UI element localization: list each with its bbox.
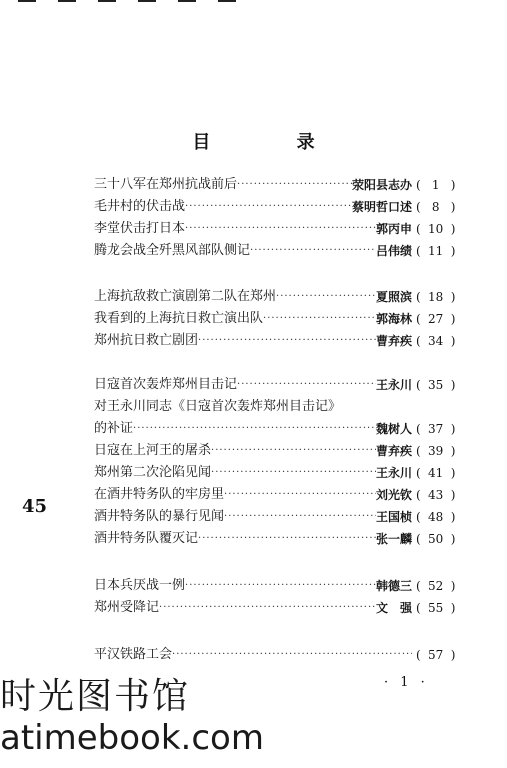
toc-entry <box>94 218 470 240</box>
entry-author: 魏树人 <box>375 422 412 436</box>
entry-title: 上海抗敌救亡演剧第二队在郑州 <box>94 289 277 304</box>
toc-entry <box>94 575 470 597</box>
entry-title: 酒井特务队覆灭记 <box>94 531 199 546</box>
entry-page-number: 35 <box>428 378 444 392</box>
entry-title: 郑州受降记 <box>94 600 160 615</box>
entry-author: 张一麟 <box>375 532 412 546</box>
dot-leader <box>263 308 376 330</box>
dot-leader <box>198 528 376 550</box>
toc-entry <box>94 330 470 352</box>
toc-entry <box>94 308 470 330</box>
dot-leader <box>198 330 376 352</box>
entry-author: 文 强 <box>375 601 412 615</box>
toc-entry <box>94 462 470 484</box>
dot-leader <box>237 174 352 196</box>
entry-page: ( 50 ) <box>412 528 470 550</box>
side-page-number: 45 <box>22 496 48 517</box>
entry-page-number: 18 <box>428 290 444 304</box>
entry-author: 王永川 <box>375 466 412 480</box>
dot-leader <box>185 575 376 597</box>
entry-author: 吕伟绩 <box>375 244 412 258</box>
entry-page-number: 37 <box>428 422 444 436</box>
dot-leader <box>211 462 376 484</box>
entry-title: 对王永川同志《日寇首次轰炸郑州目击记》 <box>94 399 342 414</box>
dot-leader <box>276 286 376 308</box>
entry-author: 韩德三 <box>375 579 412 593</box>
entry-page: ( 34 ) <box>412 330 470 352</box>
entry-author: 曹弃疾 <box>375 444 412 458</box>
toc-group-5 <box>94 644 470 666</box>
toc-entry <box>94 440 470 462</box>
dot-leader <box>237 374 376 396</box>
toc-entry <box>94 644 470 666</box>
page-number: · 1 · <box>384 675 429 690</box>
toc-entry <box>94 240 470 262</box>
entry-page-number: 11 <box>428 244 444 258</box>
entry-author: 荥阳县志办 <box>351 178 412 192</box>
entry-page-number: 8 <box>431 200 440 214</box>
dot-leader <box>133 418 376 440</box>
entry-page-number: 43 <box>428 488 444 502</box>
toc-group-1 <box>94 174 470 262</box>
entry-page: ( 48 ) <box>412 506 470 528</box>
dot-leader <box>250 240 376 262</box>
dot-leader <box>185 218 376 240</box>
entry-page: ( 10 ) <box>412 218 470 240</box>
entry-title: 三十八军在郑州抗战前后 <box>94 177 238 192</box>
page-title: 目 录 <box>192 132 355 153</box>
entry-title: 平汉铁路工会 <box>94 647 173 662</box>
toc-group-2 <box>94 286 470 352</box>
entry-author: 王国桢 <box>375 510 412 524</box>
entry-title: 毛井村的伏击战 <box>94 199 186 214</box>
entry-title: 的补证 <box>94 421 134 436</box>
entry-page-number: 39 <box>428 444 444 458</box>
entry-page-number: 10 <box>428 222 444 236</box>
entry-title: 日本兵厌战一例 <box>94 578 186 593</box>
entry-page-number: 34 <box>428 334 444 348</box>
entry-title: 李堂伏击打日本 <box>94 221 186 236</box>
watermark-chinese: 时光图书馆 <box>0 676 191 717</box>
entry-title: 我看到的上海抗日救亡演出队 <box>94 311 264 326</box>
entry-page: ( 43 ) <box>412 484 470 506</box>
entry-page-number: 55 <box>428 601 444 615</box>
entry-page: ( 52 ) <box>412 575 470 597</box>
dot-leader <box>185 196 352 218</box>
entry-title: 酒井特务队的暴行见闻 <box>94 509 225 524</box>
toc-group-4 <box>94 575 470 619</box>
dot-leader <box>224 484 376 506</box>
entry-page: ( 39 ) <box>412 440 470 462</box>
entry-title: 日寇首次轰炸郑州目击记 <box>94 377 238 392</box>
entry-page: ( 11 ) <box>412 240 470 262</box>
dot-leader <box>172 644 412 666</box>
entry-page-number: 50 <box>428 532 444 546</box>
entry-title: 腾龙会战全歼黑风部队侧记 <box>94 243 251 258</box>
toc-entry <box>94 174 470 196</box>
entry-author: 郭海林 <box>375 312 412 326</box>
entry-author: 刘光钦 <box>375 488 412 502</box>
toc-entry <box>94 484 470 506</box>
toc-entry <box>94 196 470 218</box>
entry-page-number: 48 <box>428 510 444 524</box>
dot-leader <box>211 440 376 462</box>
dot-leader <box>159 597 376 619</box>
toc-entry <box>94 506 470 528</box>
entry-title: 在酒井特务队的牢房里 <box>94 487 225 502</box>
entry-page: ( 35 ) <box>412 374 470 396</box>
entry-author: 曹弃疾 <box>375 334 412 348</box>
toc-group-3 <box>94 374 470 550</box>
entry-page-number: 1 <box>431 178 440 192</box>
entry-author: 蔡明哲口述 <box>351 200 412 214</box>
toc-entry <box>94 528 470 550</box>
entry-page-number: 41 <box>428 466 444 480</box>
entry-page: ( 8 ) <box>412 196 470 218</box>
toc-entry <box>94 286 470 308</box>
entry-title: 郑州抗日救亡剧团 <box>94 333 199 348</box>
entry-page: ( 37 ) <box>412 418 470 440</box>
entry-page: ( 27 ) <box>412 308 470 330</box>
entry-page: ( 1 ) <box>412 174 470 196</box>
entry-page: ( 55 ) <box>412 597 470 619</box>
entry-author: 郭丙申 <box>375 222 412 236</box>
toc-entry <box>94 418 470 440</box>
toc-entry <box>94 374 470 396</box>
top-edge-marks <box>18 0 258 6</box>
toc-entry <box>94 597 470 619</box>
watermark-url: atimebook.com <box>0 718 264 758</box>
entry-page: ( 41 ) <box>412 462 470 484</box>
entry-page-number: 57 <box>428 648 444 662</box>
entry-page: ( 18 ) <box>412 286 470 308</box>
entry-author: 夏照滨 <box>375 290 412 304</box>
entry-page: ( 57 ) <box>412 644 470 666</box>
entry-page-number: 27 <box>428 312 444 326</box>
entry-author: 王永川 <box>375 378 412 392</box>
dot-leader <box>224 506 376 528</box>
entry-title: 郑州第二次沦陷见闻 <box>94 465 212 480</box>
entry-title: 日寇在上河王的屠杀 <box>94 443 212 458</box>
toc-entry <box>94 396 470 418</box>
entry-page-number: 52 <box>428 579 444 593</box>
